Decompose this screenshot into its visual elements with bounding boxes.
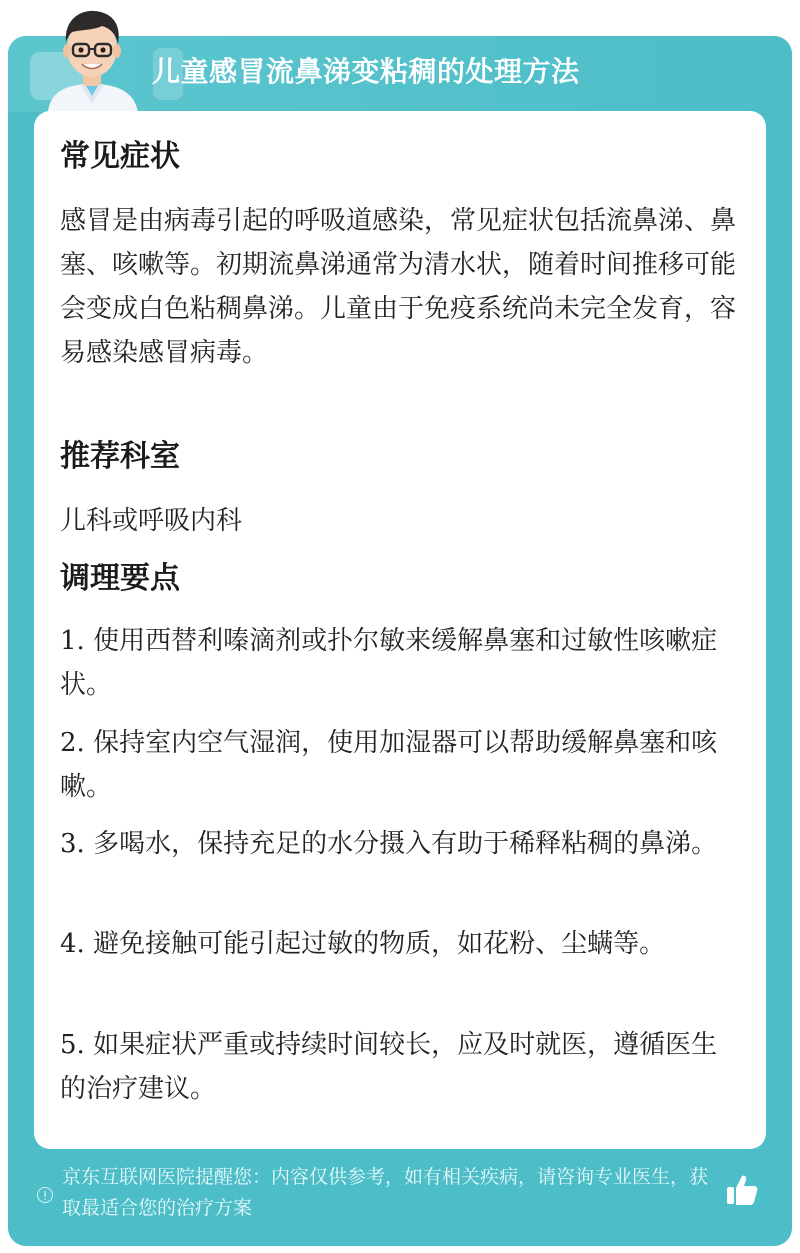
thumbs-up-icon[interactable] xyxy=(724,1172,760,1208)
care-item-4 xyxy=(60,922,740,966)
care-item-text: 多喝水，保持充足的水分摄入有助于稀释粘稠的鼻涕。 xyxy=(93,829,718,859)
care-item-number: 1. xyxy=(60,626,85,656)
care-item-number: 2. xyxy=(60,728,85,758)
care-item-number: 3. xyxy=(60,829,85,859)
care-item-number: 5. xyxy=(60,1030,85,1060)
care-item-5 xyxy=(60,1023,740,1111)
care-item-number: 4. xyxy=(60,929,85,959)
care-item-2 xyxy=(60,721,740,809)
care-item-text: 如果症状严重或持续时间较长，应及时就医，遵循医生的治疗建议。 xyxy=(60,1030,718,1104)
department-text: 儿科或呼吸内科 xyxy=(60,506,243,536)
page-title: 儿童感冒流鼻涕变粘稠的处理方法 xyxy=(152,55,580,88)
care-item-text: 使用西替利嗪滴剂或扑尔敏来缓解鼻塞和过敏性咳嗽症状。 xyxy=(60,626,718,700)
symptoms-heading: 常见症状 xyxy=(60,139,180,174)
info-icon: ! xyxy=(37,1187,53,1203)
department-heading: 推荐科室 xyxy=(60,439,180,474)
care-item-3 xyxy=(60,822,740,866)
disclaimer-text: 京东互联网医院提醒您：内容仅供参考，如有相关疾病，请咨询专业医生，获取最适合您的治疗方案 xyxy=(62,1166,709,1219)
content-card xyxy=(34,111,766,1149)
care-heading: 调理要点 xyxy=(60,561,180,596)
care-item-1 xyxy=(60,619,740,707)
doctor-avatar-icon xyxy=(40,4,144,112)
symptoms-text: 感冒是由病毒引起的呼吸道感染，常见症状包括流鼻涕、鼻塞、咳嗽等。初期流鼻涕通常为清水状，随着时间推移可能会变成白色粘稠鼻涕。儿童由于免疫系统尚未完全发育，容易感染感冒病毒。 xyxy=(60,206,737,368)
care-item-text: 避免接触可能引起过敏的物质，如花粉、尘螨等。 xyxy=(93,929,666,959)
care-item-text: 保持室内空气湿润，使用加湿器可以帮助缓解鼻塞和咳嗽。 xyxy=(60,728,718,802)
